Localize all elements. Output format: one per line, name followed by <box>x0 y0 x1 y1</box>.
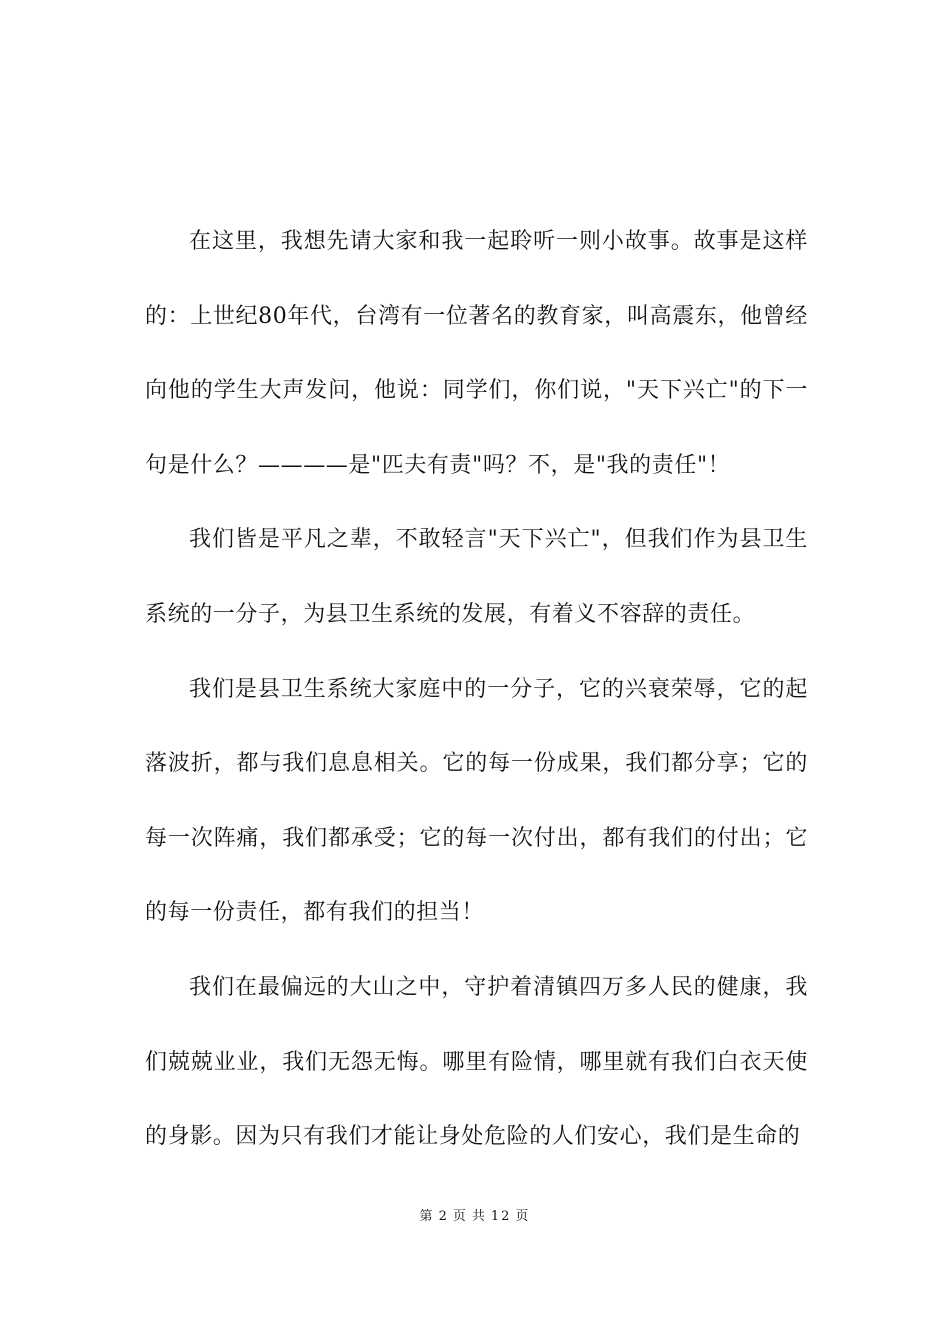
paragraph-3: 我们是县卫生系统大家庭中的一分子，它的兴衰荣辱，它的起落波折，都与我们息息相关。它的每一份成果，我们都分享；它的每一次阵痛，我们都承受；它的每一次付出，都有我们的付出；它的每一份责任，都有我们的担当！ <box>145 676 808 926</box>
footer-total-word: 共 <box>471 1209 487 1224</box>
footer-suffix: 页 <box>515 1209 531 1224</box>
footer-prefix: 第 <box>419 1209 435 1224</box>
footer-total-pages: 12 <box>490 1209 512 1224</box>
paragraph-4: 我们在最偏远的大山之中，守护着清镇四万多人民的健康，我们兢兢业业，我们无怨无悔。哪里有险情，哪里就有我们白衣天使的身影。因为只有我们才能让身处危险的人们安心，我们是生命的 <box>145 974 808 1150</box>
paragraph-1: 在这里，我想先请大家和我一起聆听一则小故事。故事是这样的：上世纪80年代，台湾有一位著名的教育家，叫高震东，他曾经向他的学生大声发问，他说：同学们，你们说，"天下兴亡"的下一句是什么？————是"匹夫有责"吗？不，是"我的责任"！ <box>145 229 808 478</box>
paragraph-2: 我们皆是平凡之辈，不敢轻言"天下兴亡"，但我们作为县卫生系统的一分子，为县卫生系统的发展，有着义不容辞的责任。 <box>145 527 808 627</box>
body-text <box>145 205 808 1175</box>
footer-page-word: 页 <box>452 1209 468 1224</box>
footer-current-page: 2 <box>438 1209 449 1224</box>
page-footer <box>0 1207 950 1227</box>
